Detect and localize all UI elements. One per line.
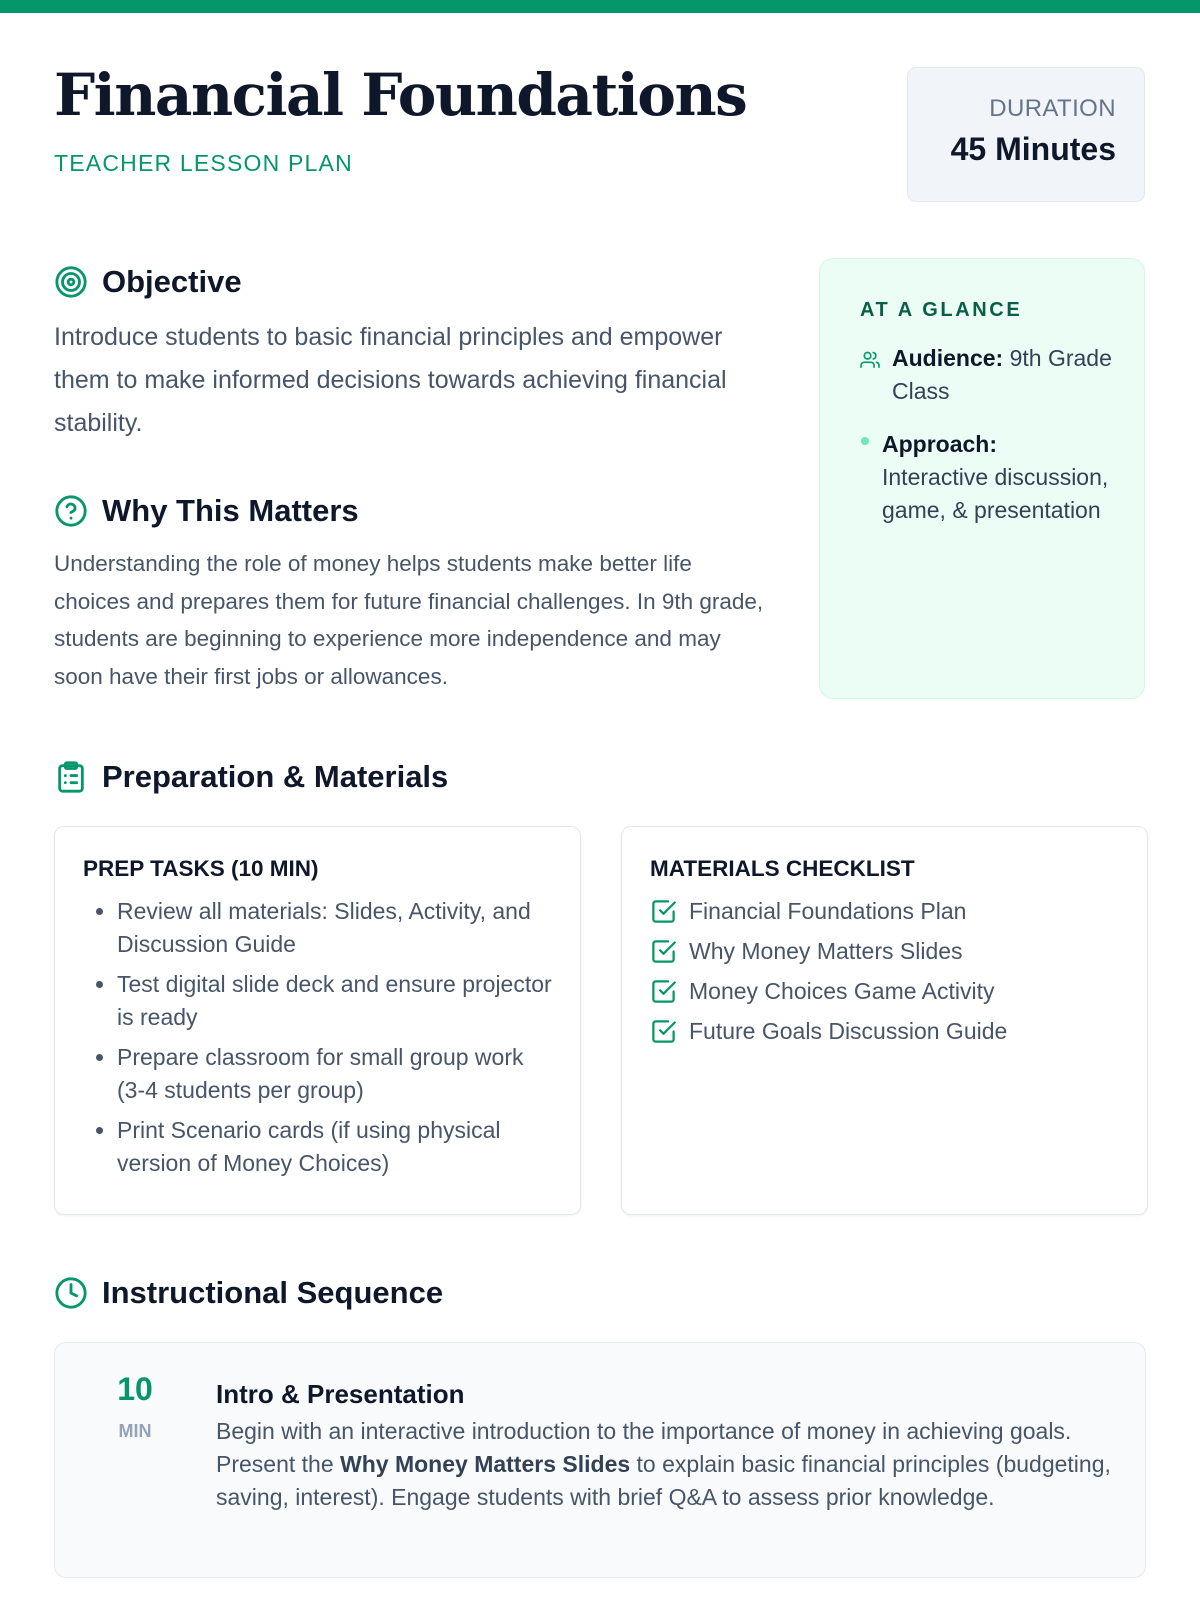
check-square-icon [650, 1018, 677, 1045]
audience-value: 9th Grade Class [892, 345, 1112, 404]
why-text: Understanding the role of money helps students make better life choices and prepares them for future financial challenges. In 9th grade, students are beginning to experience more independence and may soon have their first jobs or allowances. [54, 551, 764, 689]
step-text-before: Begin with an interactive introduction to the importance of money in achieving goals. Present the [216, 1418, 1072, 1477]
material-label: Why Money Matters Slides [689, 938, 963, 964]
approach-value: Interactive discussion, game, & presentation [882, 464, 1109, 523]
sequence-heading-row [54, 1275, 443, 1311]
prep-task-item: • Prepare classroom for small group work (3-4 students per group) [117, 1041, 552, 1107]
dot-icon [860, 436, 870, 446]
duration-badge [907, 67, 1145, 202]
step-text-after: to explain basic financial principles (budgeting, saving, interest). Engage students with brief Q&A to assess prior knowledge. [216, 1451, 1111, 1510]
preparation-heading: Preparation & Materials [102, 759, 449, 794]
why-heading: Why This Matters [102, 493, 359, 528]
preparation-heading-row [54, 759, 448, 795]
page-subtitle: TEACHER LESSON PLAN [54, 150, 353, 176]
prep-task-item: • Test digital slide deck and ensure projector is ready [117, 968, 552, 1034]
at-a-glance-title: AT A GLANCE [860, 299, 1023, 321]
material-item [650, 935, 1119, 968]
at-a-glance-panel [819, 258, 1145, 699]
check-square-icon [650, 898, 677, 925]
approach-item [860, 428, 1114, 527]
clock-icon [54, 1276, 88, 1310]
material-label: Financial Foundations Plan [689, 898, 967, 924]
step-minutes: 10 [117, 1371, 153, 1407]
objective-text: Introduce students to basic financial principles and empower them to make informed decisions towards achieving financial stability. [54, 323, 727, 437]
objective-heading: Objective [102, 264, 242, 299]
users-icon [860, 350, 880, 368]
step-title: Intro & Presentation [216, 1379, 465, 1409]
material-item [650, 895, 1119, 928]
audience-label: Audience: [892, 345, 1004, 371]
materials-title: MATERIALS CHECKLIST [650, 856, 915, 881]
prep-tasks-title: PREP TASKS (10 MIN) [83, 856, 319, 881]
material-label: Future Goals Discussion Guide [689, 1018, 1008, 1044]
help-circle-icon [54, 494, 88, 528]
check-square-icon [650, 978, 677, 1005]
materials-list [650, 895, 1119, 1048]
material-item [650, 1015, 1119, 1048]
material-item [650, 975, 1119, 1008]
prep-tasks-card [54, 826, 581, 1215]
step-description [216, 1415, 1126, 1514]
audience-item [860, 342, 1114, 408]
clipboard-list-icon [54, 760, 88, 794]
sequence-heading: Instructional Sequence [102, 1275, 444, 1310]
approach-label: Approach: [882, 431, 997, 457]
sequence-step-card [54, 1342, 1146, 1578]
duration-value: 45 Minutes [950, 131, 1116, 167]
step-minutes-unit: MIN [118, 1421, 152, 1441]
prep-tasks-list [83, 895, 552, 1180]
prep-task-item: • Print Scenario cards (if using physical version of Money Choices) [117, 1114, 552, 1180]
material-label: Money Choices Game Activity [689, 978, 995, 1004]
target-icon [54, 265, 88, 299]
objective-heading-row [54, 264, 242, 300]
materials-card [621, 826, 1148, 1215]
step-text-bold: Why Money Matters Slides [340, 1451, 631, 1477]
check-square-icon [650, 938, 677, 965]
duration-label: DURATION [989, 95, 1116, 122]
prep-task-item: • Review all materials: Slides, Activity, and Discussion Guide [117, 895, 552, 961]
page-title: Financial Foundations [54, 61, 747, 129]
why-heading-row [54, 493, 359, 529]
top-accent-bar [0, 0, 1200, 13]
